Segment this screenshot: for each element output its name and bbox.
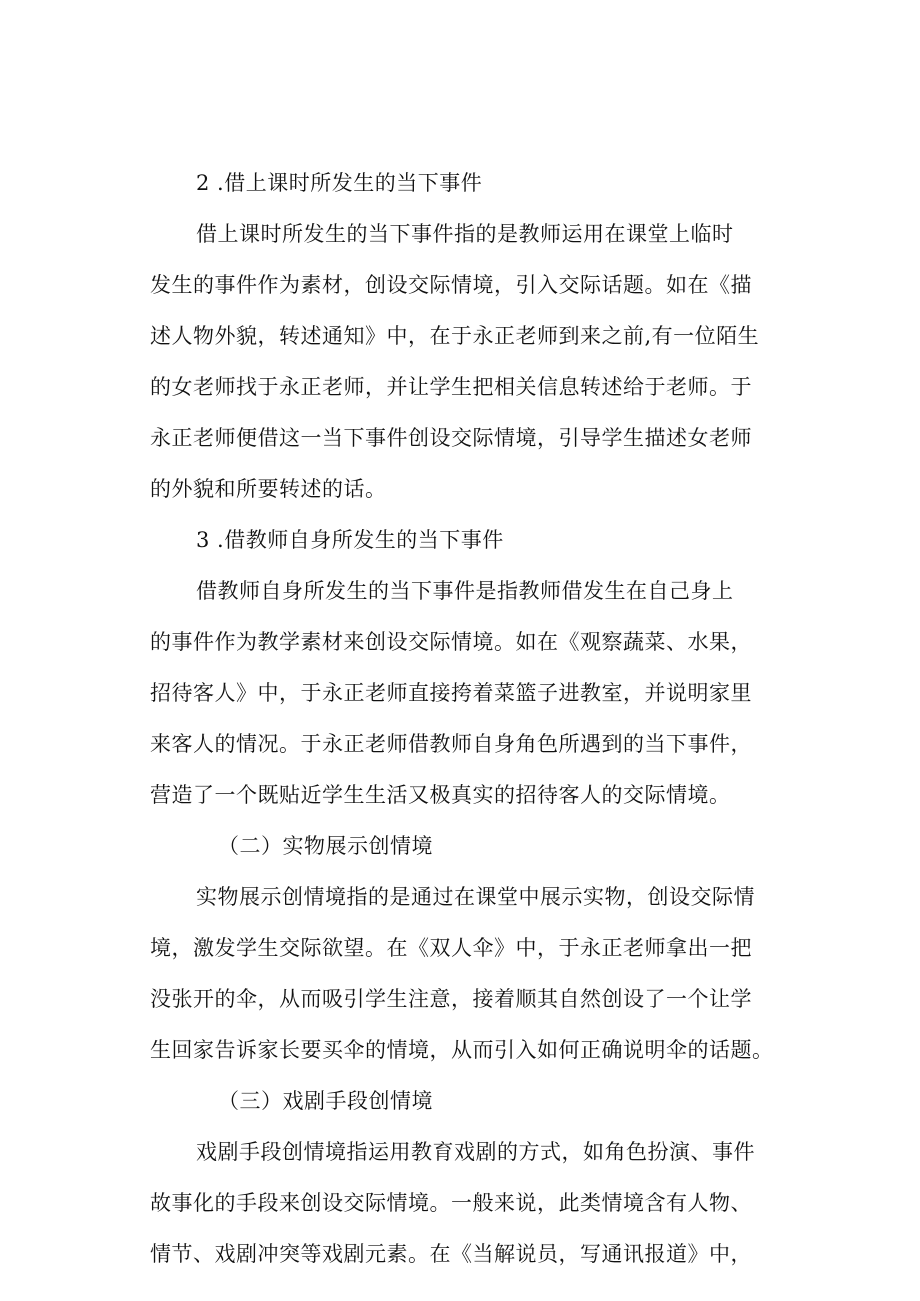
paragraph-line: 来客人的情况。于永正老师借教师自身角色所遇到的当下事件， [150, 732, 752, 756]
paragraph-line: 实物展示创情境指的是通过在课堂中展示实物，创设交际情 [196, 885, 755, 909]
paragraph-line: 营造了一个既贴近学生生活又极真实的招待客人的交际情境。 [150, 783, 731, 807]
paragraph-line: 的外貌和所要转述的话。 [150, 477, 387, 501]
paragraph-line: 没张开的伞，从而吸引学生注意，接着顺其自然创设了一个让学 [150, 987, 752, 1011]
paragraph-line: 述人物外貌，转述通知》中，在于永正老师到来之前,有一位陌生 [150, 324, 760, 348]
paragraph-line: 招待客人》中，于永正老师直接挎着菜篮子进教室，并说明家里 [150, 681, 752, 705]
section-heading-2: （二）实物展示创情境 [218, 834, 433, 858]
paragraph-line: 生回家告诉家长要买伞的情境，从而引入如何正确说明伞的话题。 [150, 1038, 774, 1062]
paragraph-line: 情节、戏剧冲突等戏剧元素。在《当解说员，写通讯报道》中， [150, 1242, 752, 1266]
paragraph-line: 故事化的手段来创设交际情境。一般来说，此类情境含有人物、 [150, 1191, 752, 1215]
paragraph-line: 永正老师便借这一当下事件创设交际情境，引导学生描述女老师 [150, 426, 752, 450]
paragraph-line: 境，激发学生交际欲望。在《双人伞》中，于永正老师拿出一把 [150, 936, 752, 960]
paragraph-line: 戏剧手段创情境指运用教育戏剧的方式，如角色扮演、事件 [196, 1140, 755, 1164]
heading-3: 3 .借教师自身所发生的当下事件 [196, 528, 504, 552]
paragraph-line: 发生的事件作为素材，创设交际情境，引入交际话题。如在《描 [150, 273, 752, 297]
paragraph-line: 的事件作为教学素材来创设交际情境。如在《观察蔬菜、水果， [150, 630, 752, 654]
document-body [150, 158, 810, 1280]
heading-2: 2 .借上课时所发生的当下事件 [196, 171, 483, 195]
paragraph-line: 的女老师找于永正老师，并让学生把相关信息转述给于老师。于 [150, 375, 752, 399]
paragraph-line: 借上课时所发生的当下事件指的是教师运用在课堂上临时 [196, 222, 734, 246]
section-heading-3: （三）戏剧手段创情境 [218, 1089, 433, 1113]
paragraph-line: 借教师自身所发生的当下事件是指教师借发生在自己身上 [196, 579, 734, 603]
